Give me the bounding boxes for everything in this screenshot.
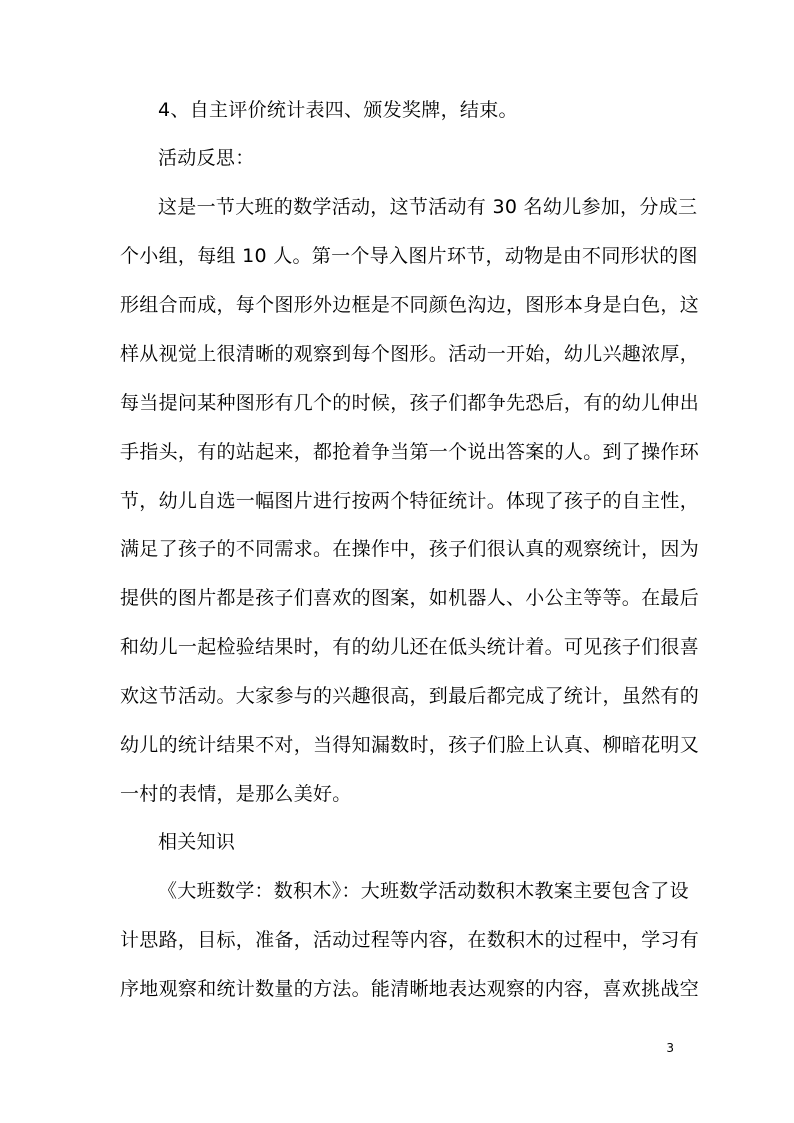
paragraph-line: 形组合而成，每个图形外边框是不同颜色沟边，图形本身是白色，这	[120, 294, 700, 316]
paragraph-line: 欢这节活动。大家参与的兴趣很高，到最后都完成了统计，虽然有的	[120, 685, 700, 707]
paragraph-line: 计思路，目标，准备，活动过程等内容，在数积木的过程中，学习有	[120, 929, 700, 951]
paragraph-line: 提供的图片都是孩子们喜欢的图案，如机器人、小公主等等。在最后	[120, 587, 700, 609]
paragraph-line: 序地观察和统计数量的方法。能清晰地表达观察的内容，喜欢挑战空	[120, 978, 700, 1000]
paragraph-line: 这是一节大班的数学活动，这节活动有 30 名幼儿参加，分成三	[158, 196, 698, 218]
paragraph-line: 个小组，每组 10 人。第一个导入图片环节，动物是由不同形状的图	[120, 245, 698, 267]
paragraph-line: 满足了孩子的不同需求。在操作中，孩子们很认真的观察统计，因为	[120, 538, 700, 560]
paragraph-line: 每当提问某种图形有几个的时候，孩子们都争先恐后，有的幼儿伸出	[120, 392, 700, 414]
paragraph-line: 幼儿的统计结果不对，当得知漏数时，孩子们脸上认真、柳暗花明又	[120, 734, 700, 756]
paragraph-line: 和幼儿一起检验结果时，有的幼儿还在低头统计着。可见孩子们很喜	[120, 636, 700, 658]
paragraph-line: 样从视觉上很清晰的观察到每个图形。活动一开始，幼儿兴趣浓厚，	[120, 343, 700, 365]
paragraph-line: 一村的表情，是那么美好。	[120, 783, 352, 805]
paragraph-line: 4、自主评价统计表四、颁发奖牌，结束。	[158, 99, 518, 121]
paragraph-line: 手指头，有的站起来，都抢着争当第一个说出答案的人。到了操作环	[120, 441, 700, 463]
paragraph-line: 《大班数学：数积木》：大班数学活动数积木教案主要包含了设	[158, 880, 689, 902]
section-heading: 相关知识	[158, 831, 236, 853]
paragraph-line: 节，幼儿自选一幅图片进行按两个特征统计。体现了孩子的自主性，	[120, 490, 700, 512]
page-number: 3	[666, 1041, 674, 1055]
section-heading: 活动反思：	[158, 147, 255, 169]
